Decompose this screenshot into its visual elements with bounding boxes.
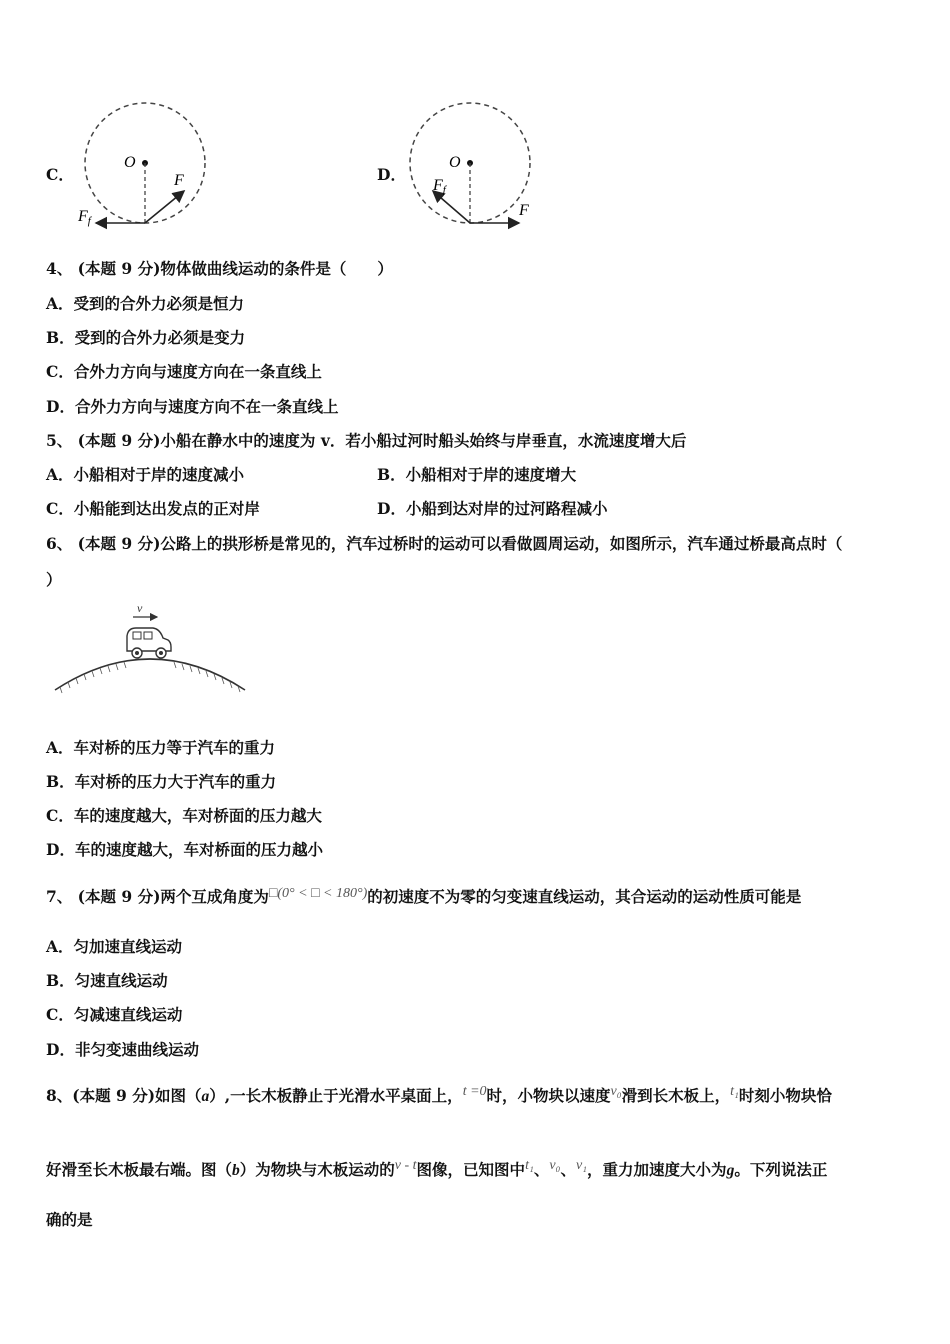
q7-option-c: C．匀减速直线运动: [46, 1005, 183, 1024]
q7-angle-math: □(0° < □ < 180°): [268, 886, 368, 901]
force-ff-arrow: [433, 191, 470, 223]
svg-text:Ff: [77, 208, 93, 227]
q8-stem-line3: 确的是: [46, 1210, 93, 1229]
car-icon: [127, 628, 171, 658]
q4-stem: 4、 (本题 9 分)物体做曲线运动的条件是（ ）: [46, 259, 393, 278]
q4-option-d: D．合外力方向与速度方向不在一条直线上: [46, 397, 339, 416]
svg-text:Ff: [432, 177, 448, 196]
q4-option-c: C．合外力方向与速度方向在一条直线上: [46, 362, 322, 381]
q6-stem-line2: ）: [46, 570, 62, 589]
force-ff-sub: f: [87, 215, 91, 227]
q4-option-a: A．受到的合外力必须是恒力: [46, 294, 245, 313]
force-ff-sub: f: [442, 184, 446, 196]
q8-stem-line1: 8、(本题 9 分)如图（a）,一长木板静止于光滑水平桌面上，t =0时，小物块以速度v₀滑到长木板上，t₁时刻小物块恰: [46, 1084, 832, 1105]
q5-option-a: A．小船相对于岸的速度减小: [46, 465, 245, 484]
q6-option-d: D．车的速度越大，车对桥面的压力越小: [46, 840, 323, 859]
q5-option-b: B．小船相对于岸的速度增大: [377, 465, 577, 484]
center-label: O: [449, 154, 461, 171]
q3-option-d-diagram: [395, 95, 545, 235]
force-ff-label: F: [78, 208, 88, 225]
velocity-label: v: [137, 601, 143, 615]
q5-stem: 5、 (本题 9 分)小船在静水中的速度为 v．若小船过河时船头始终与岸垂直，水流速度增大后: [46, 431, 687, 450]
q7-option-a: A．匀加速直线运动: [46, 937, 183, 956]
force-ff-label: F: [433, 177, 443, 194]
bridge-arc: [55, 659, 245, 690]
q4-option-b: B．受到的合外力必须是变力: [46, 328, 246, 347]
q8-stem-line2: 好滑至长木板最右端。图（b）为物块与木板运动的v - t图像，已知图中t₁、v₀、v₁，重力加速度大小为g。下列说法正: [46, 1158, 828, 1179]
q3-option-c-letter: C．: [46, 165, 74, 184]
q7-option-d: D．非匀变速曲线运动: [46, 1040, 199, 1059]
bridge-hatching: [60, 662, 240, 693]
force-f-arrow: [145, 191, 184, 223]
q7-option-b: B．匀速直线运动: [46, 971, 168, 990]
q6-bridge-figure: [50, 600, 250, 700]
q7-stem: 7、 (本题 9 分)两个互成角度为□(0° < □ < 180°)的初速度不为零的匀变速直线运动，其合运动的运动性质可能是: [46, 886, 802, 906]
q6-option-b: B．车对桥的压力大于汽车的重力: [46, 772, 277, 791]
q5-option-d: D．小船到达对岸的过河路程减小: [377, 499, 608, 518]
force-f-label: F: [519, 202, 529, 219]
force-f-label: F: [174, 172, 184, 189]
q6-stem-line1: 6、 (本题 9 分)公路上的拱形桥是常见的，汽车过桥时的运动可以看做圆周运动，如图所示，汽车通过桥最高点时（: [46, 534, 843, 553]
q3-option-c-diagram: [70, 95, 220, 235]
q6-option-c: C．车的速度越大，车对桥面的压力越大: [46, 806, 322, 825]
q6-option-a: A．车对桥的压力等于汽车的重力: [46, 738, 276, 757]
q3-option-d-letter: D．: [377, 165, 406, 184]
center-label: O: [124, 154, 136, 171]
q5-option-c: C．小船能到达出发点的正对岸: [46, 499, 260, 518]
